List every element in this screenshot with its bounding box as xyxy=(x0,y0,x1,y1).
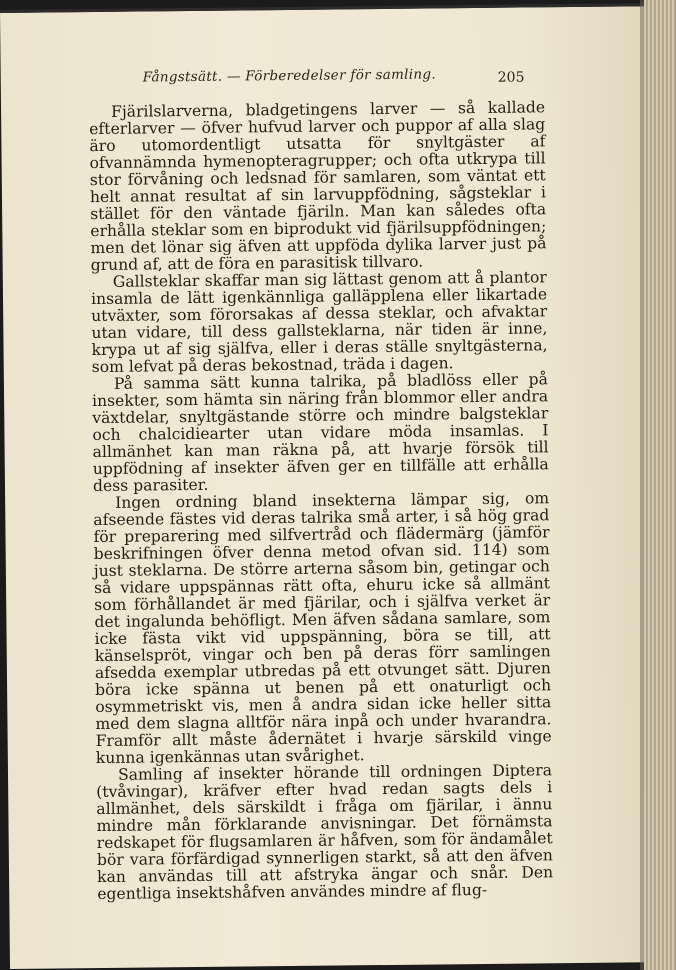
running-title: Fångstsätt. — Förberedelser för samling. xyxy=(142,66,436,86)
paragraph-1: Fjärilslarverna, bladgetingens larver — så kallade efterlarver — öfver hufvud larver och puppor af alla slag äro utomordentligt utsatta för snyltgäster af ofvannämnda hymenopteragrupper; och ofta utkrypa till stor förvåning och ledsnad för samlaren, som väntat ett helt annat resultat af sin larvuppfödning, sågsteklar i stället för den väntade fjäriln. Man kan således ofta erhålla steklar som en biprodukt vid fjärilsuppfödningen; men det lönar sig äfven att uppföda dylika larver just på grund af, att de föra en parasitisk tillvaro. xyxy=(89,98,547,275)
page-body xyxy=(89,99,553,903)
paragraph-2: Gallsteklar skaffar man sig lättast genom att å plantor insamla de lätt igenkännliga galläpplena eller likartade utväxter, som förorsakas af dessa steklar, och afvaktar utan vidare, till dess gallsteklarna, när tiden är inne, krypa ut af sig själfva, eller i deras ställe snyltgästerna, som lefvat på deras bekostnad, träda i dagen. xyxy=(90,268,548,377)
page-edges xyxy=(644,0,676,970)
paragraph-5: Samling af insekter hörande till ordningen Diptera (tvåvingar), kräfver efter hvad redan sagts dels i allmänhet, dels särskildt i fråga om fjärilar, i ännu mindre mån förklarande anvisningar. Det förnämsta redskapet för flugsamlaren är håfven, som för ändamålet bör vara förfärdigad synnerligen starkt, så att den äfven kan användas till att afstryka ängar och snår. Den egentliga insektshåfven användes mindre af flug- xyxy=(96,761,554,904)
page-number: 205 xyxy=(497,69,525,86)
paragraph-3: På samma sätt kunna talrika, på bladlöss eller på insekter, som hämta sin näring från blommor eller andra växtdelar, snyltgästande större och mindre balgsteklar och chalcidiearter utan vidare möda insamlas. I allmänhet kan man räkna på, att hvarje försök till uppfödning af insekter äfven ger en tillfälle att erhålla dess parasiter. xyxy=(92,370,549,496)
paragraph-4: Ingen ordning bland insekterna lämpar sig, om afseende fästes vid deras talrika små arter, i så hög grad för preparering med silfvertråd och flädermärg (jämför beskrifningen öfver denna metod ofvan sid. 114) som just steklarna. De större arterna såsom bin, getingar och så vidare uppspännas rätt ofta, ehuru icke så allmänt som förhållandet är med fjärilar, och i själfva verket är det ingalunda behöfligt. Men äfven sådana samlare, som icke fästa vikt vid uppspänning, böra se till, att känselspröt, vingar och ben på deras förr samlingen afsedda exemplar utbredas på ett otvunget sätt. Djuren böra icke spänna ut benen på ett onaturligt och osymmetriskt vis, men å andra sidan icke heller sitta med dem slagna alltför nära inpå och under hvarandra. Framför allt måste ådernätet i hvarje särskild vinge kunna igenkännas utan svårighet. xyxy=(93,489,552,768)
page-sheet xyxy=(0,3,658,969)
